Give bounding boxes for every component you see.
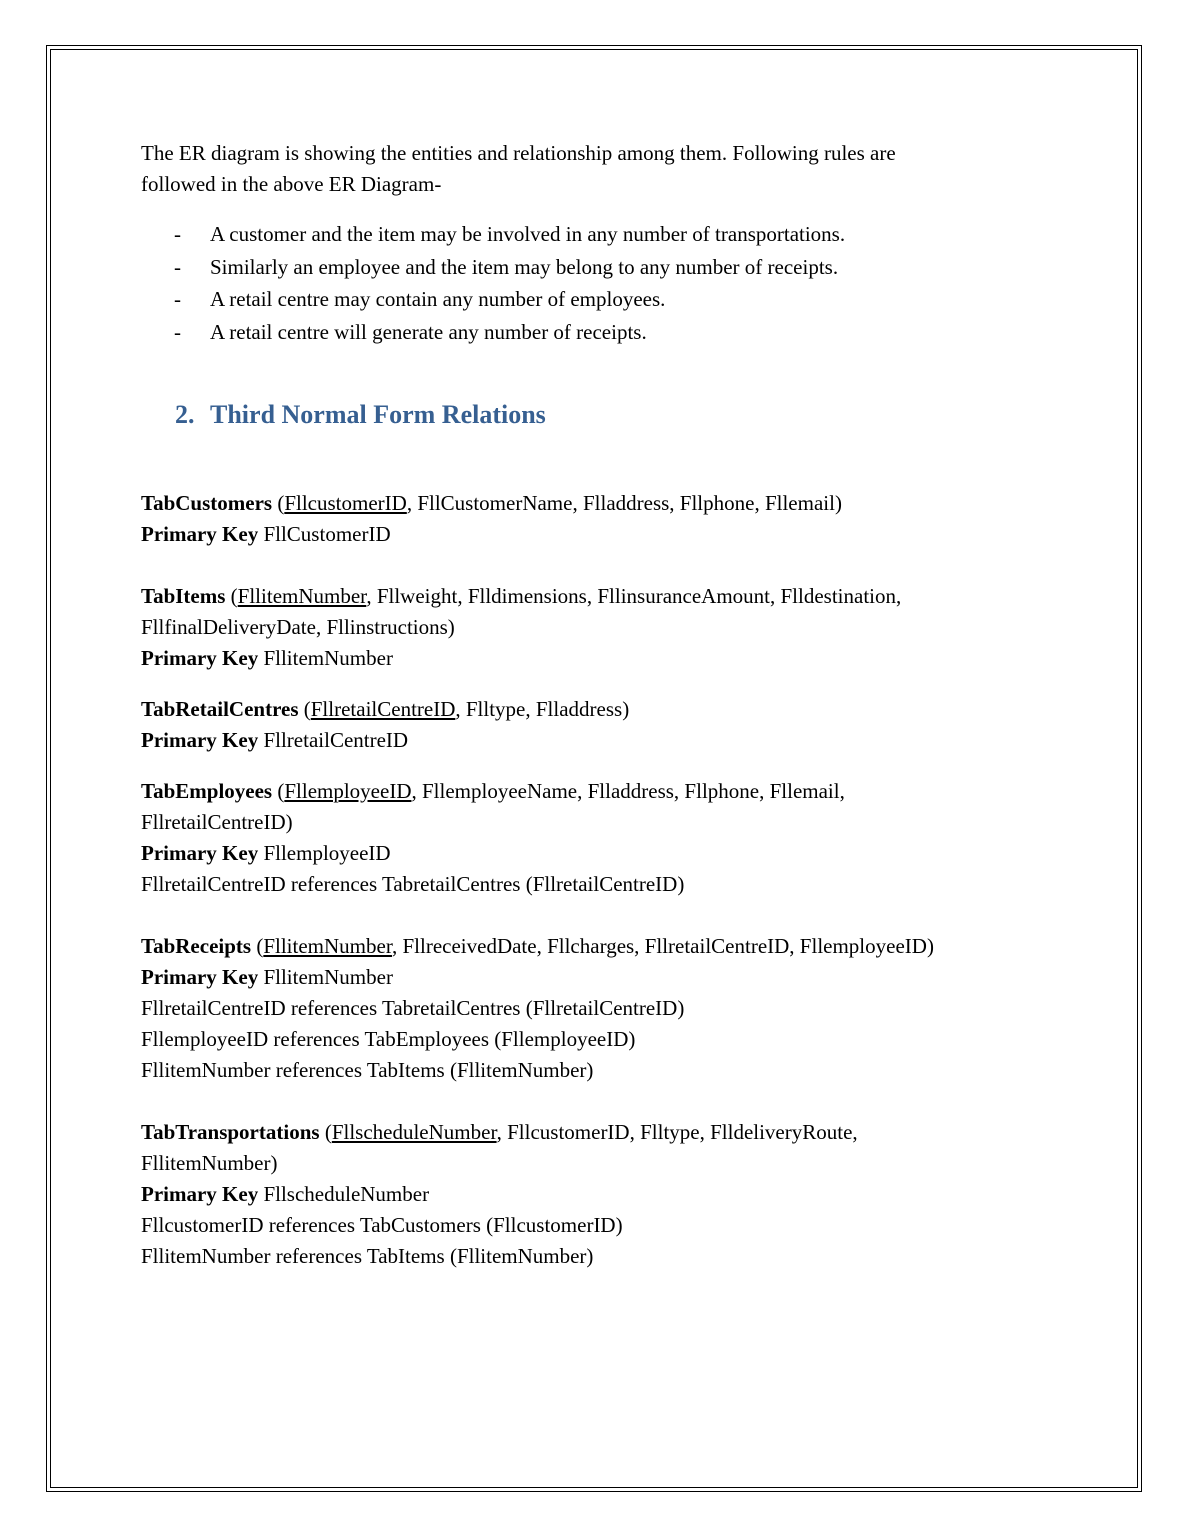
rule-text: A retail centre may contain any number of employees. [210, 287, 666, 312]
rule-text: A customer and the item may be involved in any number of transportations. [210, 222, 846, 246]
primary-key-label: Primary Key [141, 645, 259, 670]
relation-signature [141, 581, 1041, 612]
relation-employees [141, 776, 1041, 900]
relation-signature [141, 488, 1041, 519]
rule-text: A retail centre will generate any number of receipts. [210, 320, 647, 345]
rules-list [141, 218, 1041, 349]
document-body [141, 138, 1041, 1272]
attribute-list-continued: FllfinalDeliveryDate, Fllinstructions) [141, 614, 455, 639]
rule-text: Similarly an employee and the item may belong to any number of receipts. [210, 254, 839, 279]
foreign-key-line: FllretailCentreID references TabretailCentres (FllretailCentreID) [141, 871, 685, 896]
foreign-key-line: FllcustomerID references TabCustomers (FllcustomerID) [141, 1212, 623, 1237]
foreign-key-line: FllemployeeID references TabEmployees (FllemployeeID) [141, 1026, 636, 1051]
relation-receipts [141, 931, 1041, 1086]
attribute-list: , Fllweight, Flldimensions, FllinsuranceAmount, Flldestination, [366, 583, 902, 608]
relation-customers [141, 488, 1041, 550]
relation-signature [141, 1117, 1041, 1148]
primary-key-line [141, 1179, 1041, 1210]
primary-key-attribute: FllretailCentreID [310, 696, 456, 721]
section-number: 2. [175, 399, 195, 429]
relation-name: TabEmployees [141, 778, 273, 803]
open-paren: ( [251, 933, 264, 958]
open-paren: ( [272, 778, 285, 803]
spacer [141, 550, 1041, 581]
relation-transportations [141, 1117, 1041, 1272]
primary-key-label: Primary Key [141, 1181, 259, 1206]
open-paren: ( [298, 696, 311, 721]
attribute-list: , Flltype, Flladdress) [455, 696, 630, 721]
primary-key-attribute: FllcustomerID [284, 490, 407, 515]
attribute-list: , FllemployeeName, Flladdress, Fllphone, Fllemail, [411, 778, 845, 803]
open-paren: ( [225, 583, 238, 608]
spacer [141, 756, 1041, 776]
spacer [141, 433, 1041, 488]
primary-key-line [141, 643, 1041, 674]
relation-name: TabCustomers [141, 490, 273, 515]
primary-key-value: FllemployeeID [258, 840, 391, 865]
foreign-key-line: FllitemNumber references TabItems (FllitemNumber) [141, 1057, 594, 1082]
attribute-list-continued: FllitemNumber) [141, 1150, 278, 1175]
rule-item [141, 251, 1041, 284]
foreign-key-line: FllitemNumber references TabItems (FllitemNumber) [141, 1243, 594, 1268]
primary-key-value: FllscheduleNumber [258, 1181, 430, 1206]
bullet-dash: - [174, 222, 181, 246]
primary-key-label: Primary Key [141, 840, 259, 865]
primary-key-line [141, 962, 1041, 993]
intro-line-2: followed in the above ER Diagram- [141, 172, 442, 196]
spacer [141, 900, 1041, 931]
primary-key-attribute: FllscheduleNumber [331, 1119, 497, 1144]
rule-item [141, 283, 1041, 316]
relation-name: TabTransportations [141, 1119, 320, 1144]
relation-name: TabRetailCentres [141, 696, 299, 721]
primary-key-line [141, 725, 1041, 756]
relation-name: TabReceipts [141, 933, 252, 958]
spacer [141, 674, 1041, 694]
primary-key-value: FllitemNumber [258, 964, 393, 989]
section-title: Third Normal Form Relations [210, 399, 546, 429]
rule-item [141, 218, 1041, 251]
relation-signature [141, 931, 1041, 962]
bullet-dash: - [174, 254, 181, 279]
intro-paragraph [141, 138, 1041, 200]
open-paren: ( [272, 490, 285, 515]
attribute-list: , FllCustomerName, Flladdress, Fllphone, Fllemail) [406, 490, 842, 515]
primary-key-attribute: FllitemNumber [263, 933, 392, 958]
relation-retail-centres [141, 694, 1041, 756]
attribute-list-continued: FllretailCentreID) [141, 809, 293, 834]
primary-key-value: FllCustomerID [258, 521, 391, 546]
intro-line-1: The ER diagram is showing the entities and relationship among them. Following rules are [141, 141, 896, 165]
attribute-list: , FllcustomerID, Flltype, FlldeliveryRoute, [496, 1119, 858, 1144]
spacer [141, 1086, 1041, 1117]
foreign-key-line: FllretailCentreID references TabretailCentres (FllretailCentreID) [141, 995, 685, 1020]
primary-key-label: Primary Key [141, 521, 259, 546]
section-heading [175, 397, 1041, 433]
attribute-list: , FllreceivedDate, Fllcharges, FllretailCentreID, FllemployeeID) [391, 933, 934, 958]
relation-signature [141, 776, 1041, 807]
open-paren: ( [319, 1119, 332, 1144]
relation-signature [141, 694, 1041, 725]
bullet-dash: - [174, 320, 181, 345]
relation-name: TabItems [141, 583, 226, 608]
primary-key-label: Primary Key [141, 727, 259, 752]
primary-key-line [141, 838, 1041, 869]
bullet-dash: - [174, 287, 181, 312]
primary-key-label: Primary Key [141, 964, 259, 989]
rule-item [141, 316, 1041, 349]
primary-key-line [141, 519, 1041, 550]
primary-key-value: FllretailCentreID [258, 727, 409, 752]
relation-items [141, 581, 1041, 674]
primary-key-attribute: FllemployeeID [284, 778, 412, 803]
primary-key-value: FllitemNumber [258, 645, 393, 670]
primary-key-attribute: FllitemNumber [237, 583, 367, 608]
